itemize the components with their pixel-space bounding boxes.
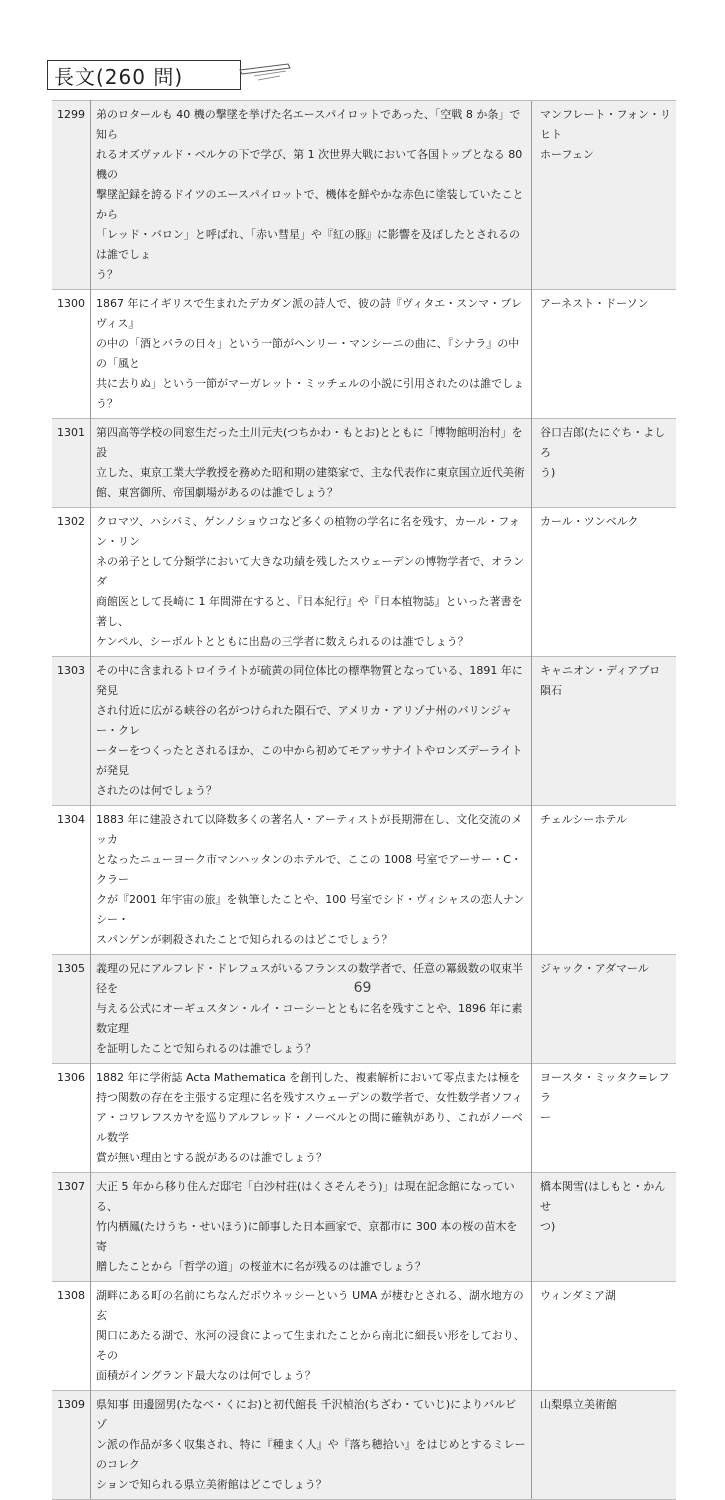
question-number: 1309	[52, 1391, 91, 1500]
question-line: 関口にあたる湖で、氷河の浸食によって生まれたことから南北に細長い形をしており、その	[96, 1329, 525, 1362]
question-line: ン派の作品が多く収集され、特に『種まく人』や『落ち穂拾い』をはじめとするミレーのコレク	[96, 1438, 526, 1471]
question-row	[52, 290, 676, 419]
question-row	[52, 1391, 676, 1500]
question-line: 竹内栖鳳(たけうち・せいほう)に師事した日本画家で、京都市に 300 本の桜の苗木を寄	[96, 1220, 518, 1253]
section-title-text: 長文(260 問)	[54, 64, 184, 89]
question-line: ア・コワレフスカヤを巡りアルフレッド・ノーベルとの間に確執があり、これがノーベル数学	[96, 1111, 523, 1144]
question-text	[91, 290, 532, 419]
answer-text	[532, 508, 677, 657]
question-text	[91, 101, 532, 290]
answer-text	[532, 419, 677, 508]
question-number: 1302	[52, 508, 91, 657]
question-line: 館、東宮御所、帝国劇場があるのは誰でしょう？	[96, 486, 338, 499]
question-number: 1300	[52, 290, 91, 419]
question-text	[91, 955, 532, 1064]
answer-text	[532, 290, 677, 419]
question-number: 1305	[52, 955, 91, 1064]
answer-text	[532, 657, 677, 806]
answer-line: ウィンダミア湖	[540, 1289, 616, 1302]
question-line: クロマツ、ハシバミ、ゲンノショウコなど多くの植物の学名に名を残す、カール・フォン・リン	[96, 515, 520, 548]
question-text	[91, 806, 532, 955]
answer-line: ジャック・アダマール	[540, 962, 649, 975]
question-line: の中の「酒とバラの日々」という一節がヘンリー・マンシーニの曲に、『シナラ』の中の「風と	[96, 337, 520, 370]
answer-text	[532, 1064, 677, 1173]
question-line: されたのは何でしょう？	[96, 784, 217, 797]
question-text	[91, 1064, 532, 1173]
question-line: れるオズヴァルド・ベルケの下で学び、第 1 次世界大戦において各国トップとなる 80 機の	[96, 148, 523, 181]
question-line: ションで知られる県立美術館はどこでしょう？	[96, 1478, 327, 1491]
answer-line: 橋本関雪(はしもと・かんせ	[540, 1180, 666, 1213]
question-line: され付近に広がる峡谷の名がつけられた隕石で、アメリカ・アリゾナ州のバリンジャー・クレ	[96, 704, 513, 737]
question-text	[91, 657, 532, 806]
question-line: 共に去りぬ」という一節がマーガレット・ミッチェルの小説に引用されたのは誰でしょう？	[96, 377, 525, 410]
question-table	[52, 100, 676, 1500]
question-line: 弟のロタールも 40 機の撃墜を挙げた名エースパイロットであった、「空戦 8 か条」で知ら	[96, 108, 521, 141]
answer-line: カール・ツンベルク	[540, 515, 639, 528]
answer-line: ー	[540, 1111, 551, 1124]
question-line: その中に含まれるトロイライトが硫黄の同位体比の標準物質となっている、1891 年に発見	[96, 664, 523, 697]
question-text	[91, 1173, 532, 1282]
question-line: 「レッド・バロン」と呼ばれ、「赤い彗星」や『紅の豚』に影響を及ぼしたとされるのは誰でしょ	[96, 228, 521, 261]
question-text	[91, 1391, 532, 1500]
answer-line: ホーフェン	[540, 148, 594, 161]
question-line: 県知事 田邊圀男(たなべ・くにお)と初代館長 千沢楨治(ちざわ・ていじ)によりバルビゾ	[96, 1398, 517, 1431]
question-number: 1299	[52, 101, 91, 290]
question-line: 贈したことから「哲学の道」の桜並木に名が残るのは誰でしょう？	[96, 1260, 426, 1273]
question-line: ーターをつくったとされるほか、この中から初めてモアッサナイトやロンズデーライトが発見	[96, 744, 523, 777]
question-line: ネの弟子として分類学において大きな功績を残したスウェーデンの博物学者で、オランダ	[96, 555, 525, 588]
question-line: う？	[96, 268, 118, 281]
question-line: 1867 年にイギリスで生まれたデカダン派の詩人で、彼の詩『ヴィタエ・スンマ・ブレヴィス』	[96, 297, 522, 330]
question-row	[52, 1064, 676, 1173]
question-row	[52, 1282, 676, 1391]
question-line: スパンゲンが刺殺されたことで知られるのはどこでしょう？	[96, 933, 393, 946]
answer-text	[532, 806, 677, 955]
question-text	[91, 1282, 532, 1391]
question-number: 1306	[52, 1064, 91, 1173]
question-line: 1883 年に建設されて以降数多くの著名人・アーティストが長期滞在し、文化交流のメッカ	[96, 813, 523, 846]
question-number: 1304	[52, 806, 91, 955]
answer-line: チェルシーホテル	[540, 813, 627, 826]
answer-text	[532, 1391, 677, 1500]
answer-line: アーネスト・ドーソン	[540, 297, 649, 310]
question-line: を証明したことで知られるのは誰でしょう？	[96, 1042, 316, 1055]
question-number: 1301	[52, 419, 91, 508]
question-row	[52, 955, 676, 1064]
answer-line: う)	[540, 466, 556, 479]
question-line: 面積がイングランド最大なのは何でしょう？	[96, 1369, 316, 1382]
answer-line: 山梨県立美術館	[540, 1398, 617, 1411]
question-line: 第四高等学校の同窓生だった土川元夫(つちかわ・もとお)とともに「博物館明治村」を設	[96, 426, 523, 459]
answer-line: マンフレート・フォン・リヒト	[540, 108, 672, 141]
page-number: 69	[353, 980, 372, 996]
answer-line: キャニオン・ディアブロ隕石	[540, 664, 661, 697]
question-line: 持つ関数の存在を主張する定理に名を残すスウェーデンの数学者で、女性数学者ソフィ	[96, 1091, 523, 1104]
question-line: 立した、東京工業大学教授を務めた昭和期の建築家で、主な代表作に東京国立近代美術	[96, 466, 525, 479]
answer-line: ヨースタ・ミッタク=レフラ	[540, 1071, 670, 1104]
question-text	[91, 419, 532, 508]
question-line: 義理の兄にアルフレド・ドレフュスがいるフランスの数学者で、任意の冪級数の収束半径を	[96, 962, 524, 995]
answer-text	[532, 1173, 677, 1282]
question-number: 1307	[52, 1173, 91, 1282]
question-line: 賞が無い理由とする説があるのは誰でしょう？	[96, 1151, 327, 1164]
question-row	[52, 1173, 676, 1282]
answer-line: 谷口吉郎(たにぐち・よしろ	[540, 426, 666, 459]
question-line: 撃墜記録を誇るドイツのエースパイロットで、機体を鮮やかな赤色に塗装していたことから	[96, 188, 524, 221]
question-row	[52, 508, 676, 657]
question-line: となったニューヨーク市マンハッタンのホテルで、ここの 1008 号室でアーサー・C・クラー	[96, 853, 522, 886]
question-line: 湖畔にある町の名前にちなんだボウネッシーという UMA が棲むとされる、湖水地方の玄	[96, 1289, 524, 1322]
question-row	[52, 657, 676, 806]
question-number: 1303	[52, 657, 91, 806]
question-row	[52, 101, 676, 290]
pen-decoration-icon	[236, 56, 296, 86]
question-number: 1308	[52, 1282, 91, 1391]
answer-text	[532, 955, 677, 1064]
answer-text	[532, 1282, 677, 1391]
answer-line: つ)	[540, 1220, 556, 1233]
question-text	[91, 508, 532, 657]
question-line: 与える公式にオーギュスタン・ルイ・コーシーとともに名を残すことや、1896 年に素数定理	[96, 1002, 523, 1035]
question-row	[52, 419, 676, 508]
question-line: 大正 5 年から移り住んだ邸宅「白沙村荘(はくさそんそう)」は現在記念館になっている、	[96, 1180, 515, 1213]
question-line: 商館医として長崎に 1 年間滞在すると、『日本紀行』や『日本植物誌』といった著書を著し、	[96, 595, 523, 628]
answer-text	[532, 101, 677, 290]
question-line: ケンペル、シーボルトとともに出島の三学者に数えられるのは誰でしょう？	[96, 635, 469, 648]
question-line: クが『2001 年宇宙の旅』を執筆したことや、100 号室でシド・ヴィシャスの恋人ナンシー・	[96, 893, 525, 926]
question-row	[52, 806, 676, 955]
question-line: 1882 年に学術誌 Acta Mathematica を創刊した、複素解析において零点または極を	[96, 1071, 521, 1084]
section-title	[47, 60, 241, 90]
